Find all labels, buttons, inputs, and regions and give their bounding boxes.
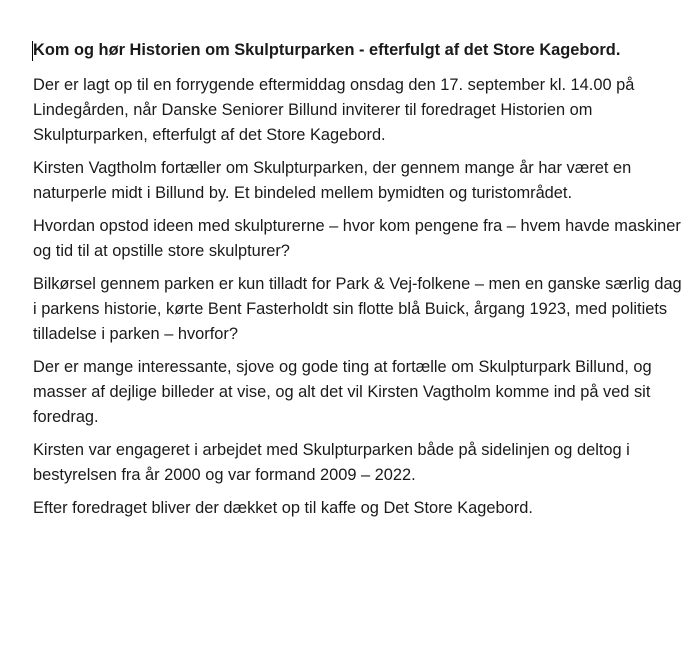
document-title-text: Kom og hør Historien om Skulpturparken - efterfulgt af det Store Kagebord. bbox=[33, 41, 621, 59]
paragraph-background: Kirsten var engageret i arbejdet med Skulpturparken både på sidelinjen og deltog i bestyrelsen fra år 2000 og var formand 2009 – 2022. bbox=[33, 441, 630, 484]
paragraph-coffee: Efter foredraget bliver der dækket op til kaffe og Det Store Kagebord. bbox=[33, 499, 533, 517]
paragraph-questions: Hvordan opstod ideen med skulpturerne – hvor kom pengene fra – hvem havde maskiner og tid til at opstille store skulpturer? bbox=[33, 217, 681, 260]
document-body[interactable] bbox=[33, 38, 683, 529]
paragraph-speaker: Kirsten Vagtholm fortæller om Skulpturparken, der gennem mange år har været en naturperle midt i Billund by. Et bindeled mellem bymidten og turistområdet. bbox=[33, 159, 632, 202]
paragraph-content: Der er mange interessante, sjove og gode ting at fortælle om Skulpturpark Billund, og masser af dejlige billeder at vise, og alt det vil Kirsten Vagtholm komme ind på ved sit foredrag. bbox=[33, 358, 652, 426]
text-cursor bbox=[32, 41, 33, 61]
paragraph-buick: Bilkørsel gennem parken er kun tilladt for Park & Vej-folkene – men en ganske særlig dag i parkens historie, kørte Bent Fasterholdt sin flotte blå Buick, årgang 1923, med politiets tilladelse i parken – hvorfor? bbox=[33, 275, 682, 343]
paragraph-intro: Der er lagt op til en forrygende eftermiddag onsdag den 17. september kl. 14.00 på Lindegården, når Danske Seniorer Billund inviterer til foredraget Historien om Skulpturparken, efterfulgt af det Store Kagebord. bbox=[33, 76, 635, 144]
document-title bbox=[33, 38, 683, 63]
